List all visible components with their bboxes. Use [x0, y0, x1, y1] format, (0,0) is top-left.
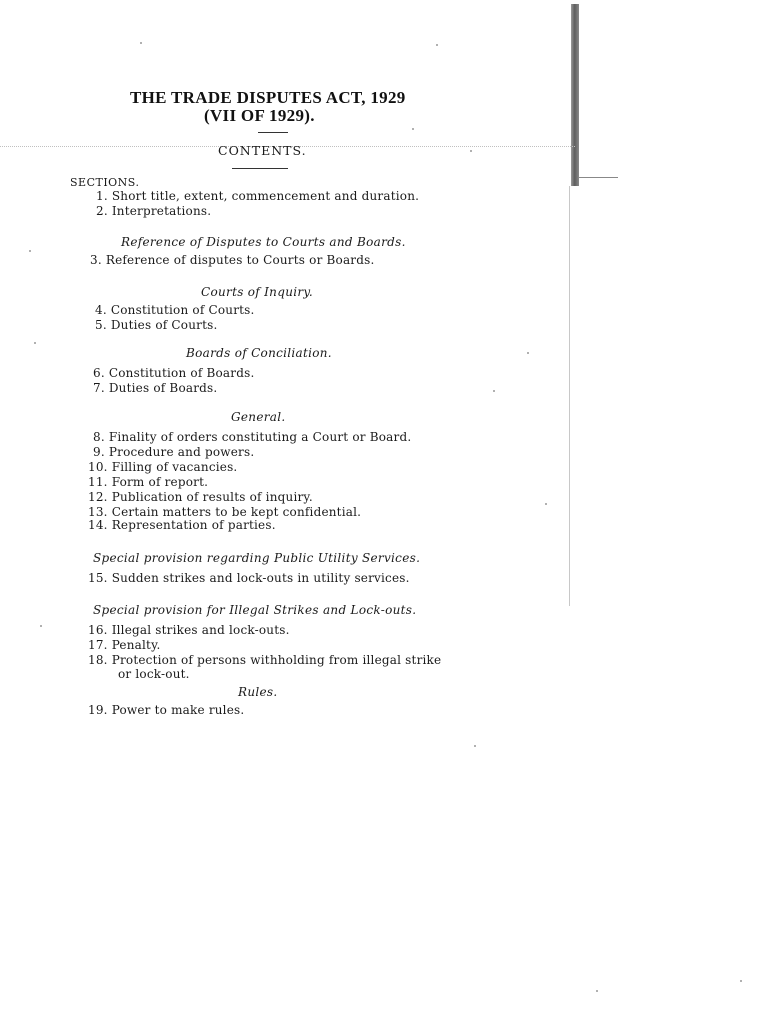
toc-entry-4: 4. Constitution of Courts.	[95, 303, 255, 317]
scan-speck	[545, 503, 547, 505]
scan-speck	[34, 342, 36, 344]
act-number: (VII OF 1929).	[204, 106, 315, 125]
toc-entry-15: 15. Sudden strikes and lock-outs in utility services.	[88, 571, 410, 585]
scan-speck	[596, 990, 598, 992]
toc-entry-10: 10. Filling of vacancies.	[88, 460, 238, 474]
toc-entry-13: 13. Certain matters to be kept confidential.	[88, 505, 362, 519]
toc-entry-8: 8. Finality of orders constituting a Court or Board.	[93, 430, 412, 444]
scan-speck	[29, 250, 31, 252]
toc-entry-18: 18. Protection of persons withholding from illegal strike	[88, 653, 442, 667]
toc-entry-11: 11. Form of report.	[88, 475, 209, 489]
heading-boards: Boards of Conciliation.	[186, 346, 332, 360]
heading-general: General.	[231, 410, 286, 424]
scan-speck	[740, 980, 742, 982]
scan-edge-line	[569, 186, 570, 606]
heading-illegal-strikes: Special provision for Illegal Strikes and Lock-outs.	[93, 603, 417, 617]
contents-rule	[232, 168, 288, 169]
scan-edge-bar	[571, 4, 579, 186]
toc-entry-18-cont: or lock-out.	[118, 667, 190, 681]
toc-entry-5: 5. Duties of Courts.	[95, 318, 218, 332]
scan-speck	[474, 745, 476, 747]
scan-speck	[436, 44, 438, 46]
toc-entry-14: 14. Representation of parties.	[88, 518, 276, 532]
scan-speck	[527, 352, 529, 354]
toc-entry-3: 3. Reference of disputes to Courts or Boards.	[90, 253, 375, 267]
sections-label: SECTIONS.	[70, 176, 140, 189]
toc-entry-17: 17. Penalty.	[88, 638, 161, 652]
toc-entry-2: 2. Interpretations.	[96, 204, 212, 218]
title-rule	[258, 132, 288, 133]
toc-entry-16: 16. Illegal strikes and lock-outs.	[88, 623, 290, 637]
scan-speck	[412, 128, 414, 130]
heading-courts: Courts of Inquiry.	[201, 285, 313, 299]
scan-speck	[493, 390, 495, 392]
scan-edge-tick	[578, 177, 618, 178]
toc-entry-6: 6. Constitution of Boards.	[93, 366, 255, 380]
toc-entry-19: 19. Power to make rules.	[88, 703, 245, 717]
toc-entry-7: 7. Duties of Boards.	[93, 381, 218, 395]
toc-entry-1: 1. Short title, extent, commencement and duration.	[96, 189, 420, 203]
scan-speck	[470, 150, 472, 152]
heading-rules: Rules.	[238, 685, 278, 699]
scan-speck	[140, 42, 142, 44]
heading-public-utility: Special provision regarding Public Utility Services.	[93, 551, 421, 565]
toc-entry-12: 12. Publication of results of inquiry.	[88, 490, 313, 504]
scan-speck	[40, 625, 42, 627]
contents-label: CONTENTS.	[218, 143, 307, 158]
act-title: THE TRADE DISPUTES ACT, 1929	[130, 88, 406, 107]
heading-reference: Reference of Disputes to Courts and Boards.	[121, 235, 406, 249]
toc-entry-9: 9. Procedure and powers.	[93, 445, 255, 459]
